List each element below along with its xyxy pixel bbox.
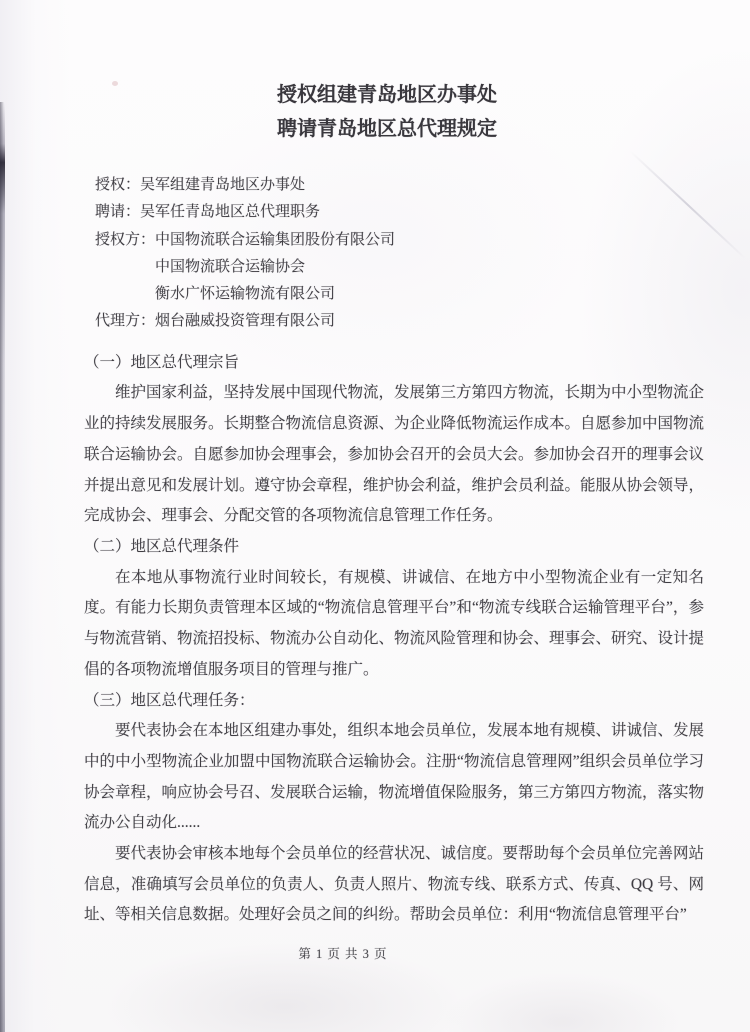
agent-line: 代理方：烟台融威投资管理有限公司 [95, 313, 336, 330]
scan-left-edge-shadow [0, 102, 5, 1032]
document-title-line1: 授权组建青岛地区办事处 [277, 84, 497, 106]
section-3-paragraph-1: 要代表协会在本地区组建办事处，组织本地会员单位，发展本地有规模、讲诚信、发展中的中小型物流企业加盟中国物流联合运输协会。注册“物流信息管理网”组织会员单位学习协会章程，响应协会号召、发展联合运输，物流增值保险服务，第三方第四方物流，落实物流办公自动化...... [84, 722, 705, 832]
authorizer-line-2: 中国物流联合运输协会 [155, 258, 306, 275]
authorizer-line-1: 授权方：中国物流联合运输集团股份有限公司 [95, 231, 396, 248]
page-number: 第 1 页 共 3 页 [298, 947, 388, 961]
section-3-paragraph-2: 要代表协会审核本地每个会员单位的经营状况、诚信度。要帮助每个会员单位完善网站信息，准确填写会员单位的负责人、负责人照片、物流专线、联系方式、传真、QQ 号、网址、等相关信息数据。处理好会员之间的纠纷。帮助会员单位：利用“物流信息管理平台” [84, 845, 705, 924]
document-title [0, 0, 750, 146]
page-footer [0, 944, 718, 962]
authorizer-line-3: 衡水广怀运输物流有限公司 [155, 286, 336, 303]
scan-stain-dot [112, 81, 118, 86]
parties-block [95, 172, 750, 336]
section-2-heading: （二）地区总代理条件 [84, 538, 240, 555]
authorization-line: 授权：吴军组建青岛地区办事处 [95, 177, 306, 193]
section-1-heading: （一）地区总代理宗旨 [84, 353, 240, 371]
document-title-line2: 聘请青岛地区总代理规定 [277, 118, 497, 140]
document-body [84, 348, 704, 931]
appointment-line: 聘请：吴军任青岛地区总代理职务 [95, 204, 321, 221]
section-3-heading: （三）地区总代理任务： [84, 691, 255, 709]
section-1-paragraph: 维护国家利益，坚持发展中国现代物流，发展第三方第四方物流，长期为中小型物流企业的持续发展服务。长期整合物流信息资源、为企业降低物流运作成本。自愿参加中国物流联合运输协会。自愿参加协会理事会，参加协会召开的会员大会。参加协会召开的理事会议并提出意见和发展计划。遵守协会章程，维护协会利益，维护会员利益。能服从协会领导，完成协会、理事会、分配交管的各项物流信息管理工作任务。 [84, 384, 705, 525]
section-2-paragraph: 在本地从事物流行业时间较长，有规模、讲诚信、在地方中小型物流企业有一定知名度。有能力长期负责管理本区域的“物流信息管理平台”和“物流专线联合运输管理平台”，参与物流营销、物流招投标、物流办公自动化、物流风险管理和协会、理事会、研究、设计提倡的各项物流增值服务项目的管理与推广。 [84, 568, 705, 678]
